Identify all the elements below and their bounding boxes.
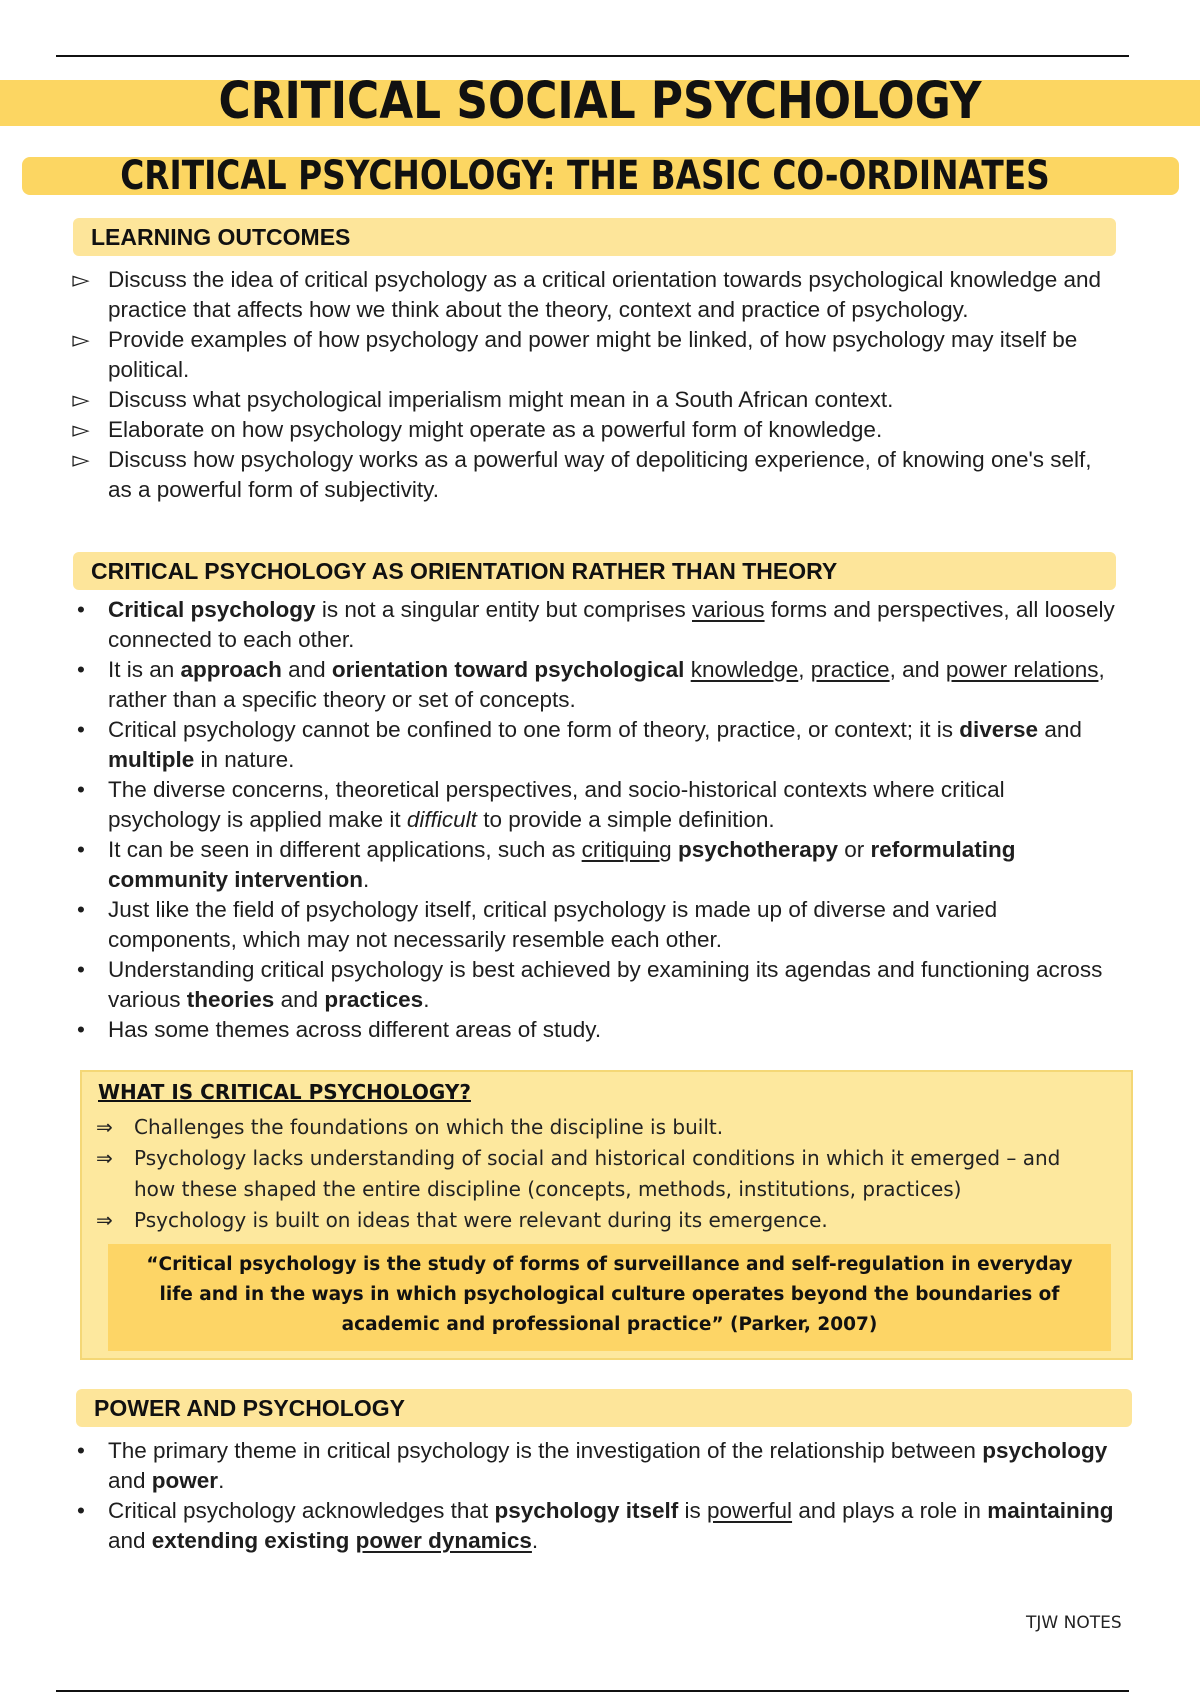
- arrow-bullet-icon: ▻: [72, 267, 90, 292]
- list-item: ▻ Elaborate on how psychology might operate as a powerful form of knowledge.: [71, 415, 1116, 445]
- bullet-icon: •: [77, 597, 85, 622]
- callout-title: WHAT IS CRITICAL PSYCHOLOGY?: [98, 1080, 471, 1104]
- bullet-icon: •: [77, 657, 85, 682]
- page-subtitle: CRITICAL PSYCHOLOGY: THE BASIC CO-ORDINATES: [120, 153, 1050, 199]
- arrow-bullet-icon: ▻: [72, 417, 90, 442]
- list-item: ▻ Provide examples of how psychology and power might be linked, of how psychology may itself be political.: [72, 327, 1078, 382]
- bullet-icon: •: [77, 897, 85, 922]
- list-item: • It can be seen in different applications, such as critiquing psychotherapy or reformulating community intervention.: [71, 835, 1116, 895]
- bullet-icon: •: [77, 837, 85, 862]
- arrow-bullet-icon: ▻: [72, 327, 90, 352]
- list-item: ⇒ Challenges the foundations on which the discipline is built.: [96, 1112, 1106, 1143]
- orientation-list: [71, 595, 1116, 1045]
- learning-outcomes-list: [71, 265, 1116, 505]
- power-list: [71, 1436, 1116, 1556]
- list-item: • It is an approach and orientation toward psychological knowledge, practice, and power relations, rather than a specific theory or set of concepts.: [71, 655, 1116, 715]
- bullet-icon: •: [77, 957, 85, 982]
- list-item: ▻ Discuss what psychological imperialism might mean in a South African context.: [71, 385, 1116, 415]
- list-item: ⇒ Psychology lacks understanding of social and historical conditions in which it emerged – and how these shaped the entire discipline (concepts, methods, institutions, practices): [96, 1143, 1106, 1205]
- list-item: • Understanding critical psychology is best achieved by examining its agendas and functioning across various theories and practices.: [71, 955, 1116, 1015]
- page-title: CRITICAL SOCIAL PSYCHOLOGY: [218, 72, 982, 131]
- top-rule: [56, 55, 1129, 57]
- double-arrow-icon: ⇒: [96, 1115, 113, 1139]
- list-item: ▻ Discuss the idea of critical psychology as a critical orientation towards psychological knowledge and practice that affects how we think about the theory, context and practice of psychology.: [72, 267, 1102, 322]
- list-item: • Critical psychology is not a singular entity but comprises various forms and perspectives, all loosely connected to each other.: [71, 595, 1116, 655]
- list-item: • Has some themes across different areas of study.: [71, 1015, 1116, 1045]
- arrow-bullet-icon: ▻: [72, 387, 90, 412]
- quote-text: “Critical psychology is the study of forms of surveillance and self-regulation in everyday life and in the ways in which psychological culture operates beyond the boundaries of academic and professional practice” (Parker, 2007): [146, 1254, 1073, 1335]
- list-item: • Critical psychology cannot be confined to one form of theory, practice, or context; it is diverse and multiple in nature.: [71, 715, 1116, 775]
- power-heading: POWER AND PSYCHOLOGY: [76, 1389, 1132, 1427]
- list-item: • Just like the field of psychology itself, critical psychology is made up of diverse and varied components, which may not necessarily resemble each other.: [71, 895, 1116, 955]
- list-item: • Critical psychology acknowledges that psychology itself is powerful and plays a role in maintaining and extending existing power dynamics.: [71, 1496, 1116, 1556]
- list-item: ▻ Discuss how psychology works as a powerful way of depoliticing experience, of knowing one's self, as a powerful form of subjectivity.: [72, 447, 1092, 502]
- bullet-icon: •: [77, 1438, 85, 1463]
- bullet-icon: •: [77, 717, 85, 742]
- callout-list: [96, 1112, 1106, 1236]
- orientation-heading: CRITICAL PSYCHOLOGY AS ORIENTATION RATHER THAN THEORY: [73, 552, 1116, 590]
- double-arrow-icon: ⇒: [96, 1208, 113, 1232]
- bottom-rule: [56, 1690, 1129, 1692]
- bullet-icon: •: [77, 1498, 85, 1523]
- footer-label: TJW NOTES: [1026, 1613, 1122, 1633]
- list-item: • The diverse concerns, theoretical perspectives, and socio-historical contexts where critical psychology is applied make it difficult to provide a simple definition.: [71, 775, 1116, 835]
- list-item: • The primary theme in critical psychology is the investigation of the relationship between psychology and power.: [71, 1436, 1116, 1496]
- list-item: ⇒ Psychology is built on ideas that were relevant during its emergence.: [96, 1205, 1106, 1236]
- bullet-icon: •: [77, 1017, 85, 1042]
- learning-outcomes-heading: LEARNING OUTCOMES: [73, 218, 1116, 256]
- bullet-icon: •: [77, 777, 85, 802]
- arrow-bullet-icon: ▻: [72, 447, 90, 472]
- double-arrow-icon: ⇒: [96, 1146, 113, 1170]
